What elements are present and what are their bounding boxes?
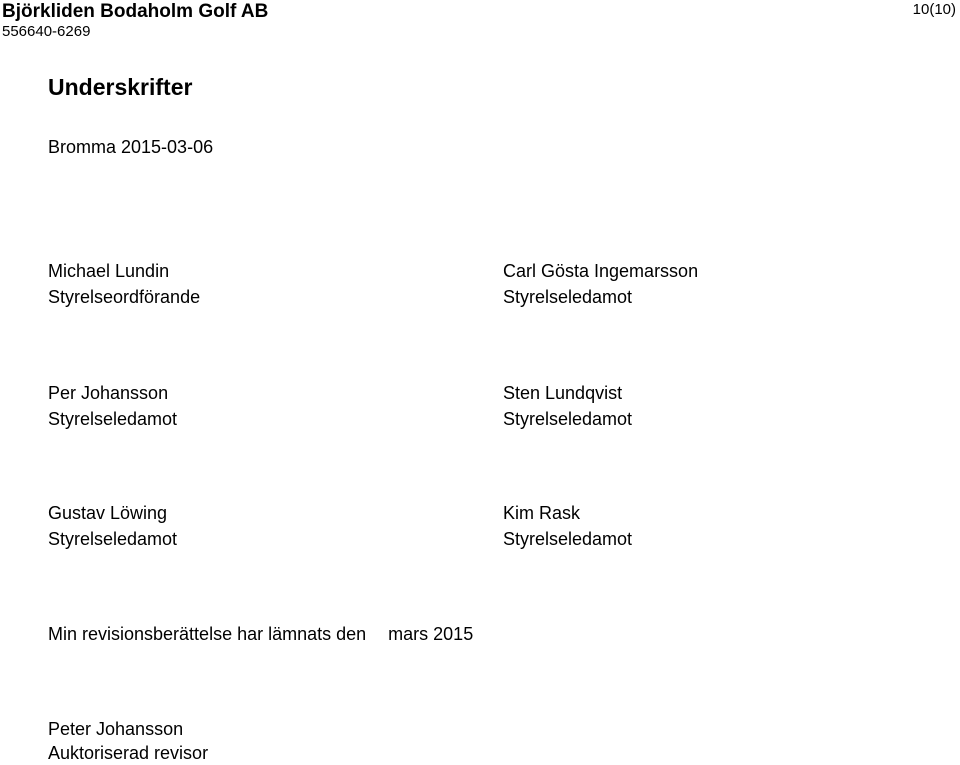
signatory-name: Michael Lundin — [48, 261, 170, 281]
auditor-name: Peter Johansson — [48, 719, 184, 739]
org-number: 556640-6269 — [2, 23, 91, 40]
signatory-name: Gustav Löwing — [48, 503, 168, 523]
signature-block — [48, 380, 177, 432]
signature-block — [48, 500, 177, 552]
signatory-role: Styrelseledamot — [503, 529, 633, 549]
signatory-role: Styrelseledamot — [503, 409, 633, 429]
page-number: 10(10) — [912, 1, 956, 18]
signatory-role: Styrelseordförande — [48, 287, 201, 307]
signature-block — [503, 380, 632, 432]
signatory-name: Carl Gösta Ingemarsson — [503, 261, 699, 281]
signatory-role: Styrelseledamot — [48, 529, 178, 549]
signatory-name: Sten Lundqvist — [503, 383, 623, 403]
signature-block — [503, 500, 632, 552]
signatory-name: Kim Rask — [503, 503, 581, 523]
auditor-statement-text: Min revisionsberättelse har lämnats den — [48, 624, 367, 644]
place-date: Bromma 2015-03-06 — [48, 137, 214, 157]
auditor-role: Auktoriserad revisor — [48, 743, 209, 763]
company-name: Björkliden Bodaholm Golf AB — [2, 1, 269, 22]
signatory-name: Per Johansson — [48, 383, 169, 403]
signatory-role: Styrelseledamot — [503, 287, 633, 307]
auditor-statement-date: mars 2015 — [388, 624, 474, 644]
page-title: Underskrifter — [48, 74, 193, 100]
signatory-role: Styrelseledamot — [48, 409, 178, 429]
signature-block — [48, 258, 200, 310]
auditor-statement — [48, 621, 473, 647]
signature-block — [503, 258, 698, 310]
auditor-block — [48, 717, 208, 765]
